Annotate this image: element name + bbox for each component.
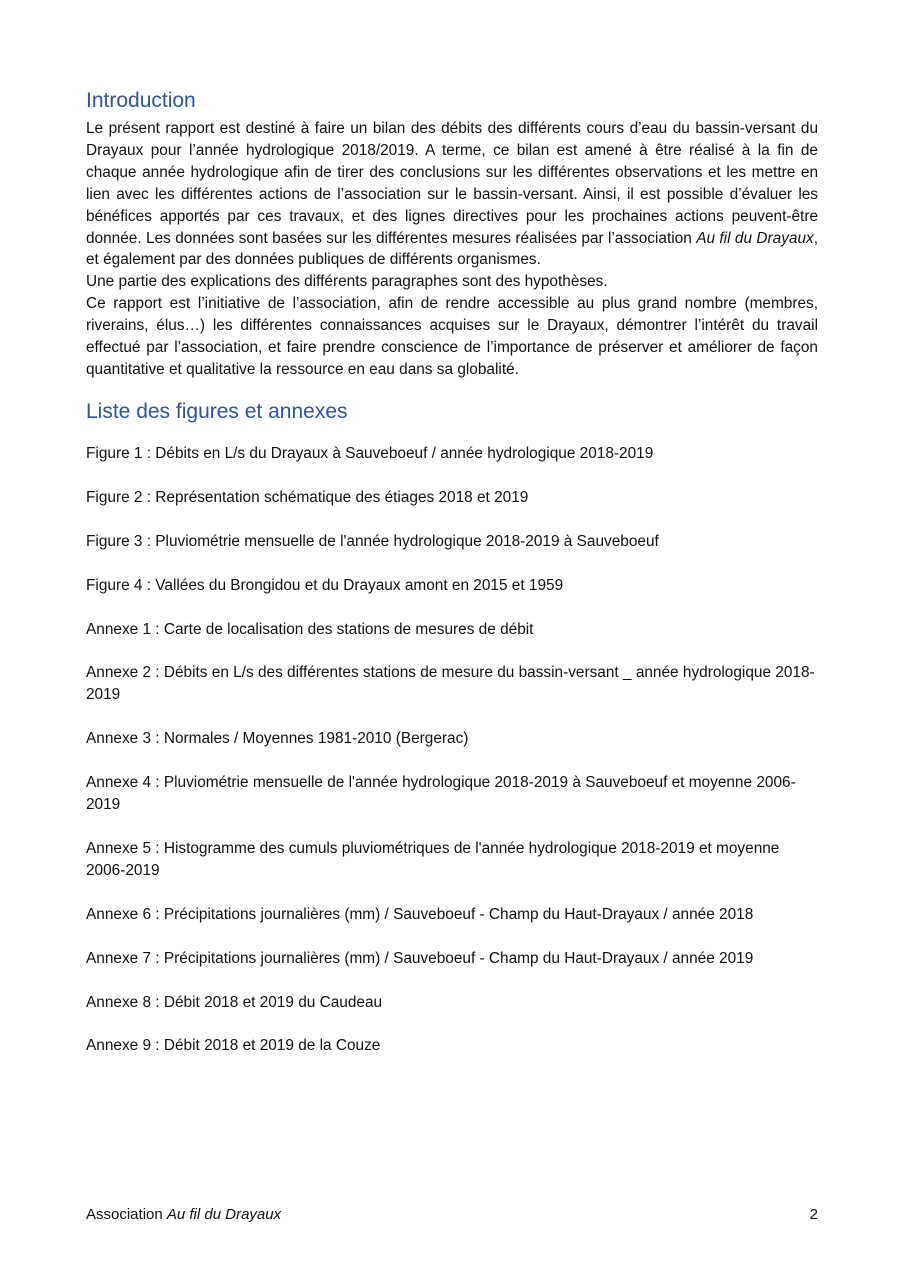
document-page <box>86 84 818 1079</box>
list-item: Figure 1 : Débits en L/s du Drayaux à Sauveboeuf / année hydrologique 2018-2019 <box>86 444 654 462</box>
page-footer <box>86 1204 818 1226</box>
introduction-heading: Introduction <box>86 89 196 112</box>
list-item: Annexe 5 : Histogramme des cumuls pluviométriques de l'année hydrologique 2018-2019 et moyenne 2006-2019 <box>86 839 780 879</box>
footer-association <box>86 1204 281 1226</box>
introduction-paragraph-2: Une partie des explications des différents paragraphes sont des hypothèses. <box>86 273 608 291</box>
list-item: Annexe 7 : Précipitations journalières (mm) / Sauveboeuf - Champ du Haut-Drayaux / année 2019 <box>86 949 754 967</box>
list-item: Annexe 1 : Carte de localisation des stations de mesures de débit <box>86 620 534 638</box>
list-item: Annexe 8 : Débit 2018 et 2019 du Caudeau <box>86 993 383 1011</box>
page-number: 2 <box>809 1206 818 1223</box>
list-item: Figure 4 : Vallées du Brongidou et du Drayaux amont en 2015 et 1959 <box>86 576 564 594</box>
list-item: Figure 2 : Représentation schématique des étiages 2018 et 2019 <box>86 488 529 506</box>
list-item: Figure 3 : Pluviométrie mensuelle de l'année hydrologique 2018-2019 à Sauveboeuf <box>86 532 659 550</box>
intro-para1-end: , et également par des données publiques de différents organismes. <box>86 229 818 269</box>
figures-list <box>86 443 818 1058</box>
association-name-italic: Au fil du Drayaux <box>696 229 814 247</box>
list-item: Annexe 3 : Normales / Moyennes 1981-2010 (Bergerac) <box>86 730 469 748</box>
introduction-paragraph-3: Ce rapport est l’initiative de l’association, afin de rendre accessible au plus grand nombre (membres, riverains, élus…) les différentes connaissances acquises sur le Drayaux, démontrer l’intérêt du travail effectué par l’association, et faire prendre conscience de l’importance de préserver et améliorer de façon quantitative et qualitative la ressource en eau dans sa globalité. <box>86 295 818 378</box>
intro-para1-text: Le présent rapport est destiné à faire un bilan des débits des différents cours d’eau du bassin-versant du Drayaux pour l’année hydrologique 2018/2019. A terme, ce bilan est amené à être réalisé à la fin de chaque année hydrologique afin de tirer des conclusions sur les différentes observations et les mettre en lien avec les différentes actions de l’association sur le bassin-versant. Ainsi, il est possible d’évaluer les bénéfices apportés par ces travaux, et des lignes directives pour les prochaines actions peuvent-être donnée. Les données sont basées sur les différentes mesures réalisées par l’association <box>86 120 818 247</box>
list-item: Annexe 4 : Pluviométrie mensuelle de l'année hydrologique 2018-2019 à Sauveboeuf et moyenne 2006-2019 <box>86 774 796 814</box>
footer-association-name: Au fil du Drayaux <box>166 1206 282 1223</box>
introduction-paragraph-1 <box>86 118 818 271</box>
list-item: Annexe 6 : Précipitations journalières (mm) / Sauveboeuf - Champ du Haut-Drayaux / année 2018 <box>86 905 754 923</box>
figures-list-heading: Liste des figures et annexes <box>86 399 348 423</box>
list-item: Annexe 2 : Débits en L/s des différentes stations de mesure du bassin-versant _ année hydrologique 2018-2019 <box>86 664 815 704</box>
list-item: Annexe 9 : Débit 2018 et 2019 de la Couze <box>86 1037 381 1055</box>
introduction-body <box>86 118 818 381</box>
footer-prefix: Association <box>86 1206 167 1223</box>
